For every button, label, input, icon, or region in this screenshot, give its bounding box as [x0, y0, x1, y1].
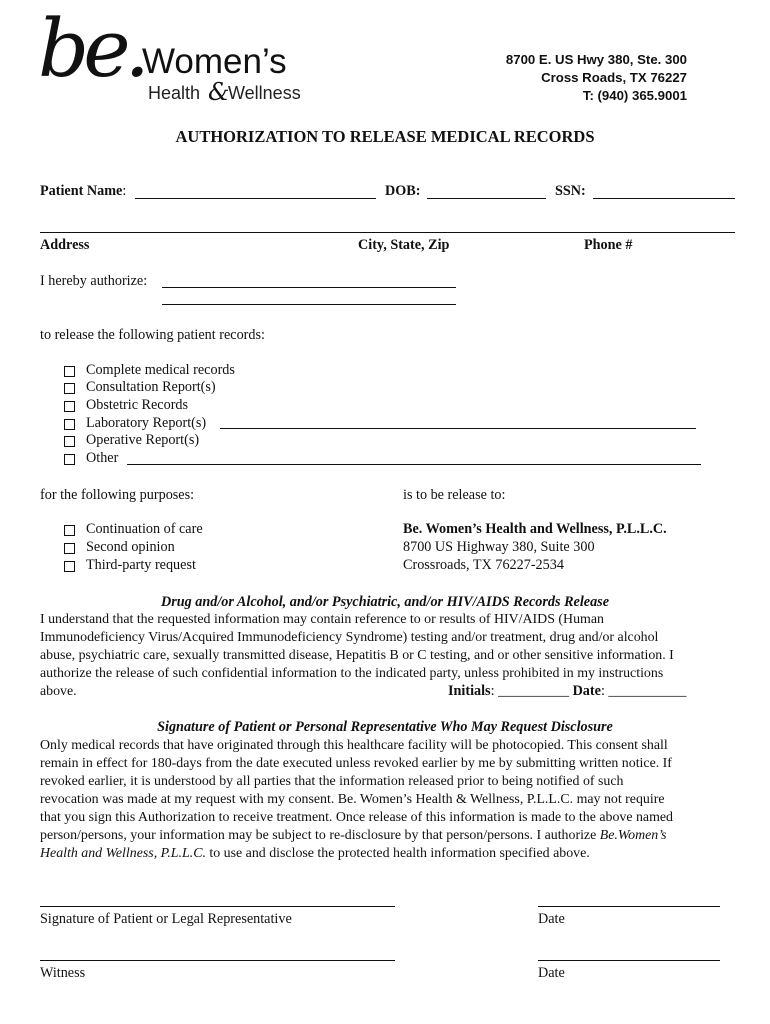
checkbox-operative-report[interactable] [64, 436, 75, 447]
patient-signature-field[interactable] [40, 906, 395, 907]
other-field[interactable] [127, 464, 701, 465]
sensitive-date-field[interactable]: : ___________ [600, 683, 687, 699]
patient-signature-label: Signature of Patient or Legal Representative [40, 911, 292, 927]
logo-mark: be. [38, 2, 144, 95]
initials-field[interactable]: : __________ [490, 683, 570, 699]
record-option-label: Consultation Report(s) [86, 379, 216, 395]
logo-name: Women’s [142, 42, 287, 81]
checkbox-obstetric-records[interactable] [64, 401, 75, 412]
record-option-label: Other [86, 450, 119, 466]
patient-date-label: Date [538, 911, 565, 927]
consent-line: person/persons, your information may be subject to re-disclosure by that person/persons. I authorize Be.Women’s [40, 828, 667, 843]
sensitive-line: authorize the release of such confidential information to the indicated party, unless prohibited in my instructions [40, 666, 664, 681]
logo [38, 2, 318, 108]
ssn-label: SSN: [555, 183, 586, 199]
authorize-field-1[interactable] [162, 287, 456, 288]
purposes-label: for the following purposes: [40, 487, 195, 503]
initials-label: Initials [448, 683, 491, 699]
sensitive-line: abuse, psychiatric care, sexually transmitted disease, Hepatitis B or C testing, and or other sensitive information. I [40, 648, 674, 663]
witness-date-field[interactable] [538, 960, 720, 961]
page-title: AUTHORIZATION TO RELEASE MEDICAL RECORDS [175, 127, 595, 146]
purpose-option-label: Third-party request [86, 557, 196, 573]
laboratory-report-field[interactable] [220, 428, 696, 429]
consent-line: revocation was made at my request with my consent. Be. Women’s Health & Wellness, P.L.L.C. may not require [40, 792, 665, 807]
record-option-label: Laboratory Report(s) [86, 415, 207, 431]
authorize-field-2[interactable] [162, 304, 456, 305]
consent-line: revoked earlier, it is understood by all parties that the information released prior to being notified of such [40, 774, 624, 789]
checkbox-continuation-of-care[interactable] [64, 525, 75, 536]
patient-date-field[interactable] [538, 906, 720, 907]
witness-date-label: Date [538, 965, 565, 981]
consent-line: Only medical records that have originated through this healthcare facility will be photocopied. This consent shall [40, 738, 668, 753]
logo-sub-wellness: Wellness [228, 83, 301, 103]
checkbox-complete-records[interactable] [64, 366, 75, 377]
purpose-option-label: Second opinion [86, 539, 175, 555]
logo-sub-health: Health [148, 83, 201, 103]
checkbox-consultation-report[interactable] [64, 383, 75, 394]
clinic-address-line1: 8700 E. US Hwy 380, Ste. 300 [505, 52, 687, 67]
patient-name-field[interactable] [135, 198, 376, 199]
release-to-label: is to be release to: [403, 487, 506, 503]
checkbox-other[interactable] [64, 454, 75, 465]
consent-line: Health and Wellness, P.L.L.C. to use and disclose the protected health information specified above. [40, 846, 590, 861]
address-label: Address [40, 237, 90, 253]
checkbox-second-opinion[interactable] [64, 543, 75, 554]
witness-label: Witness [40, 965, 86, 981]
logo-ampersand: & [208, 78, 230, 106]
release-to-city: Crossroads, TX 76227-2534 [403, 557, 564, 573]
release-to-org: Be. Women’s Health and Wellness, P.L.L.C. [403, 521, 667, 537]
address-field[interactable] [40, 232, 735, 233]
record-option-label: Obstetric Records [86, 397, 189, 413]
dob-field[interactable] [427, 198, 546, 199]
record-option-label: Complete medical records [86, 362, 235, 378]
dob-label: DOB: [385, 183, 421, 199]
sensitive-line: above. [40, 684, 77, 699]
witness-signature-field[interactable] [40, 960, 395, 961]
sensitive-line: Immunodeficiency Virus/Acquired Immunodeficiency Syndrome) testing and/or treatment, drug and/or alcohol [40, 630, 659, 645]
phone-label: Phone # [584, 237, 633, 253]
consent-paragraph [40, 737, 740, 863]
record-option-label: Operative Report(s) [86, 432, 200, 448]
clinic-address-phone: T: (940) 365.9001 [582, 88, 687, 103]
sensitive-heading: Drug and/or Alcohol, and/or Psychiatric, and/or HIV/AIDS Records Release [160, 594, 609, 610]
purpose-option-label: Continuation of care [86, 521, 203, 537]
release-to-street: 8700 US Highway 380, Suite 300 [403, 539, 595, 555]
initials-date-row [448, 683, 686, 700]
city-state-zip-label: City, State, Zip [358, 237, 450, 253]
checkbox-laboratory-report[interactable] [64, 419, 75, 430]
release-intro: to release the following patient records: [40, 327, 265, 343]
patient-name-label: Patient Name: [40, 183, 127, 199]
checkbox-third-party-request[interactable] [64, 561, 75, 572]
ssn-field[interactable] [593, 198, 735, 199]
consent-line: that you sign this Authorization to receive treatment. Once release of this information is made to the above named [40, 810, 673, 825]
sensitive-line: I understand that the requested information may contain reference to or results of HIV/AIDS (Human [40, 612, 604, 627]
sensitive-date-label: Date [572, 683, 601, 699]
signature-heading: Signature of Patient or Personal Representative Who May Request Disclosure [157, 719, 613, 735]
consent-line: remain in effect for 180-days from the date executed unless revoked earlier by me by submitting written notice. If [40, 756, 672, 771]
clinic-address [506, 51, 687, 105]
authorize-label: I hereby authorize: [40, 273, 148, 289]
clinic-address-line2: Cross Roads, TX 76227 [541, 70, 687, 85]
